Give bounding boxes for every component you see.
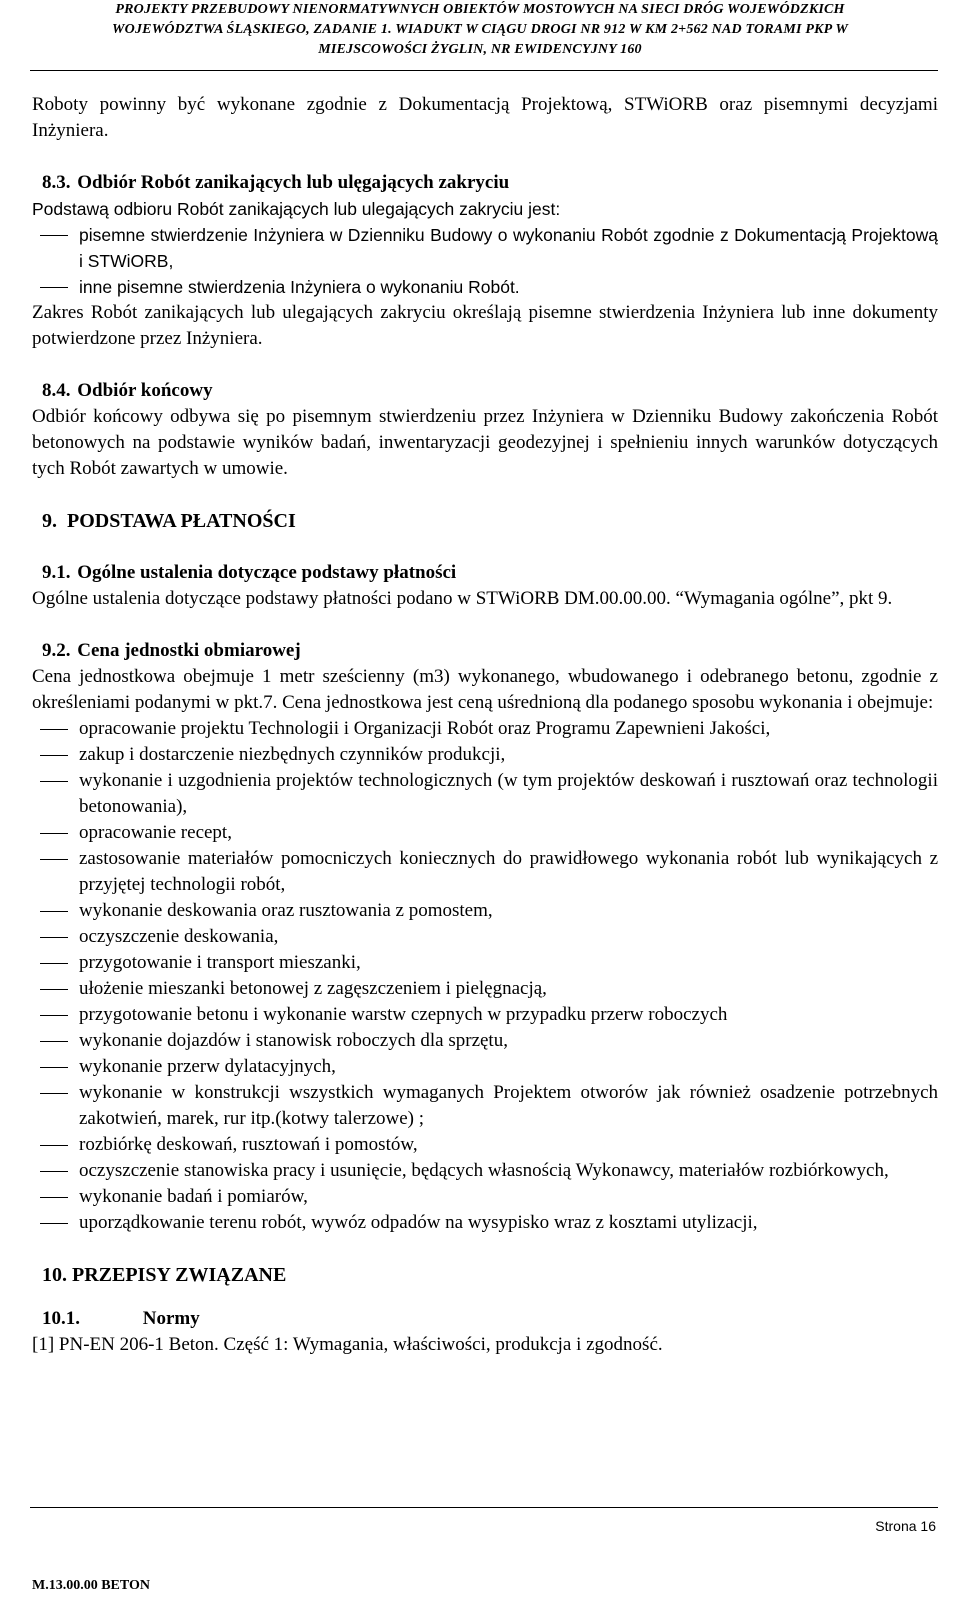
dash-bullet bbox=[40, 781, 68, 782]
dash-bullet bbox=[40, 287, 68, 288]
section-number: 9.1. bbox=[42, 562, 71, 583]
header-divider bbox=[30, 70, 938, 71]
list-item: uporządkowanie terenu robót, wywóz odpadów na wysypisko wraz z kosztami utylizacji, bbox=[32, 1210, 938, 1236]
section-8-3-paragraph: Zakres Robót zanikających lub ulegających zakryciu określają pisemne stwierdzenia Inżyniera lub inne dokumenty potwierdzone przez Inżyniera. bbox=[32, 302, 938, 349]
dash-bullet bbox=[40, 833, 68, 834]
section-9-2-list bbox=[32, 716, 938, 1236]
section-10-heading bbox=[32, 1262, 938, 1288]
list-item: wykonanie badań i pomiarów, bbox=[32, 1184, 938, 1210]
dash-bullet bbox=[40, 859, 68, 860]
section-9-1-paragraph: Ogólne ustalenia dotyczące podstawy płatności podano w STWiORB DM.00.00.00. “Wymagania ogólne”, pkt 9. bbox=[32, 588, 893, 609]
section-title: Cena jednostki obmiarowej bbox=[77, 640, 301, 661]
list-item: wykonanie deskowania oraz rusztowania z pomostem, bbox=[32, 898, 938, 924]
dash-bullet bbox=[40, 1093, 68, 1094]
section-number: 9. bbox=[42, 510, 57, 532]
dash-bullet bbox=[40, 989, 68, 990]
section-title: Odbiór Robót zanikających lub ulęgających zakryciu bbox=[77, 172, 510, 193]
section-8-3-heading bbox=[32, 170, 938, 196]
list-item: przygotowanie i transport mieszanki, bbox=[32, 950, 938, 976]
header-line-2: WOJEWÓDZTWA ŚLĄSKIEGO, ZADANIE 1. WIADUKT W CIĄGU DROGI NR 912 W KM 2+562 NAD TORAMI PKP W bbox=[112, 22, 848, 37]
list-item: opracowanie recept, bbox=[32, 820, 938, 846]
section-title: PRZEPISY ZWIĄZANE bbox=[72, 1264, 287, 1286]
list-item: oczyszczenie stanowiska pracy i usunięcie, będących własnością Wykonawcy, materiałów rozbiórkowych, bbox=[32, 1158, 938, 1184]
dash-bullet bbox=[40, 1145, 68, 1146]
section-8-3-lead: Podstawą odbioru Robót zanikających lub ulegających zakryciu jest: bbox=[32, 199, 561, 219]
dash-bullet bbox=[40, 755, 68, 756]
dash-bullet bbox=[40, 1041, 68, 1042]
section-number: 9.2. bbox=[42, 640, 71, 661]
section-8-4-heading bbox=[32, 378, 938, 404]
dash-bullet bbox=[40, 729, 68, 730]
norm-reference: [1] PN-EN 206-1 Beton. Część 1: Wymagania, właściwości, produkcja i zgodność. bbox=[32, 1334, 663, 1355]
document-code: M.13.00.00 BETON bbox=[32, 1578, 150, 1593]
list-item: opracowanie projektu Technologii i Organizacji Robót oraz Programu Zapewnieni Jakości, bbox=[32, 716, 938, 742]
section-10-1-heading bbox=[32, 1306, 938, 1332]
list-item: przygotowanie betonu i wykonanie warstw czepnych w przypadku przerw roboczych bbox=[32, 1002, 938, 1028]
list-item: rozbiórkę deskowań, rusztowań i pomostów, bbox=[32, 1132, 938, 1158]
dash-bullet bbox=[40, 963, 68, 964]
dash-bullet bbox=[40, 235, 68, 236]
page-number: Strona 16 bbox=[875, 1518, 936, 1534]
section-title: Odbiór końcowy bbox=[77, 380, 213, 401]
list-item: wykonanie w konstrukcji wszystkich wymaganych Projektem otworów jak również osadzenie potrzebnych zakotwień, marek, rur itp.(kotwy talerzowe) ; bbox=[32, 1080, 938, 1132]
list-item: zastosowanie materiałów pomocniczych koniecznych do prawidłowego wykonania robót lub wynikających z przyjętej technologii robót, bbox=[32, 846, 938, 898]
document-body bbox=[32, 92, 938, 1358]
section-number: 8.3. bbox=[42, 172, 71, 193]
dash-bullet bbox=[40, 1067, 68, 1068]
list-item: wykonanie i uzgodnienia projektów technologicznych (w tym projektów deskowań i rusztowań oraz technologii betonowania), bbox=[32, 768, 938, 820]
section-9-1-heading bbox=[32, 560, 938, 586]
page-header bbox=[0, 0, 960, 72]
section-title: Ogólne ustalenia dotyczące podstawy płatności bbox=[77, 562, 457, 583]
intro-paragraph: Roboty powinny być wykonane zgodnie z Dokumentacją Projektową, STWiORB oraz pisemnymi decyzjami Inżyniera. bbox=[32, 94, 938, 141]
header-line-1: PROJEKTY PRZEBUDOWY NIENORMATYWNYCH OBIEKTÓW MOSTOWYCH NA SIECI DRÓG WOJEWÓDZKICH bbox=[115, 2, 845, 17]
section-number: 8.4. bbox=[42, 380, 71, 401]
header-line-3: MIEJSCOWOŚCI ŻYGLIN, NR EWIDENCYJNY 160 bbox=[318, 42, 642, 57]
section-8-4-paragraph: Odbiór końcowy odbywa się po pisemnym stwierdzeniu przez Inżyniera w Dzienniku Budowy zakończenia Robót betonowych na podstawie wyników badań, inwentaryzacji geodezyjnej i spełnieniu innych warunków dotyczących tych Robót zawartych w umowie. bbox=[32, 406, 938, 479]
list-item: zakup i dostarczenie niezbędnych czynników produkcji, bbox=[32, 742, 938, 768]
list-item: wykonanie dojazdów i stanowisk roboczych dla sprzętu, bbox=[32, 1028, 938, 1054]
dash-bullet bbox=[40, 1197, 68, 1198]
section-9-2-heading bbox=[32, 638, 938, 664]
section-number: 10.1. bbox=[42, 1308, 80, 1329]
dash-bullet bbox=[40, 911, 68, 912]
list-item: inne pisemne stwierdzenia Inżyniera o wykonaniu Robót. bbox=[32, 274, 938, 300]
section-8-3-list bbox=[32, 222, 938, 300]
dash-bullet bbox=[40, 937, 68, 938]
dash-bullet bbox=[40, 1223, 68, 1224]
footer-divider bbox=[30, 1507, 938, 1508]
section-title: Normy bbox=[142, 1308, 200, 1329]
dash-bullet bbox=[40, 1171, 68, 1172]
section-number: 10. bbox=[42, 1264, 67, 1286]
list-item: oczyszczenie deskowania, bbox=[32, 924, 938, 950]
section-9-heading bbox=[32, 508, 938, 534]
dash-bullet bbox=[40, 1015, 68, 1016]
list-item: wykonanie przerw dylatacyjnych, bbox=[32, 1054, 938, 1080]
section-title: PODSTAWA PŁATNOŚCI bbox=[67, 510, 296, 532]
list-item: ułożenie mieszanki betonowej z zagęszczeniem i pielęgnacją, bbox=[32, 976, 938, 1002]
section-9-2-paragraph: Cena jednostkowa obejmuje 1 metr sześcienny (m3) wykonanego, wbudowanego i odebranego betonu, zgodnie z określeniami podanymi w pkt.7. Cena jednostkowa jest ceną uśrednioną dla podanego sposobu wykonania i obejmuje: bbox=[32, 666, 938, 713]
list-item: pisemne stwierdzenie Inżyniera w Dzienniku Budowy o wykonaniu Robót zgodnie z Dokumentacją Projektową i STWiORB, bbox=[32, 222, 938, 274]
